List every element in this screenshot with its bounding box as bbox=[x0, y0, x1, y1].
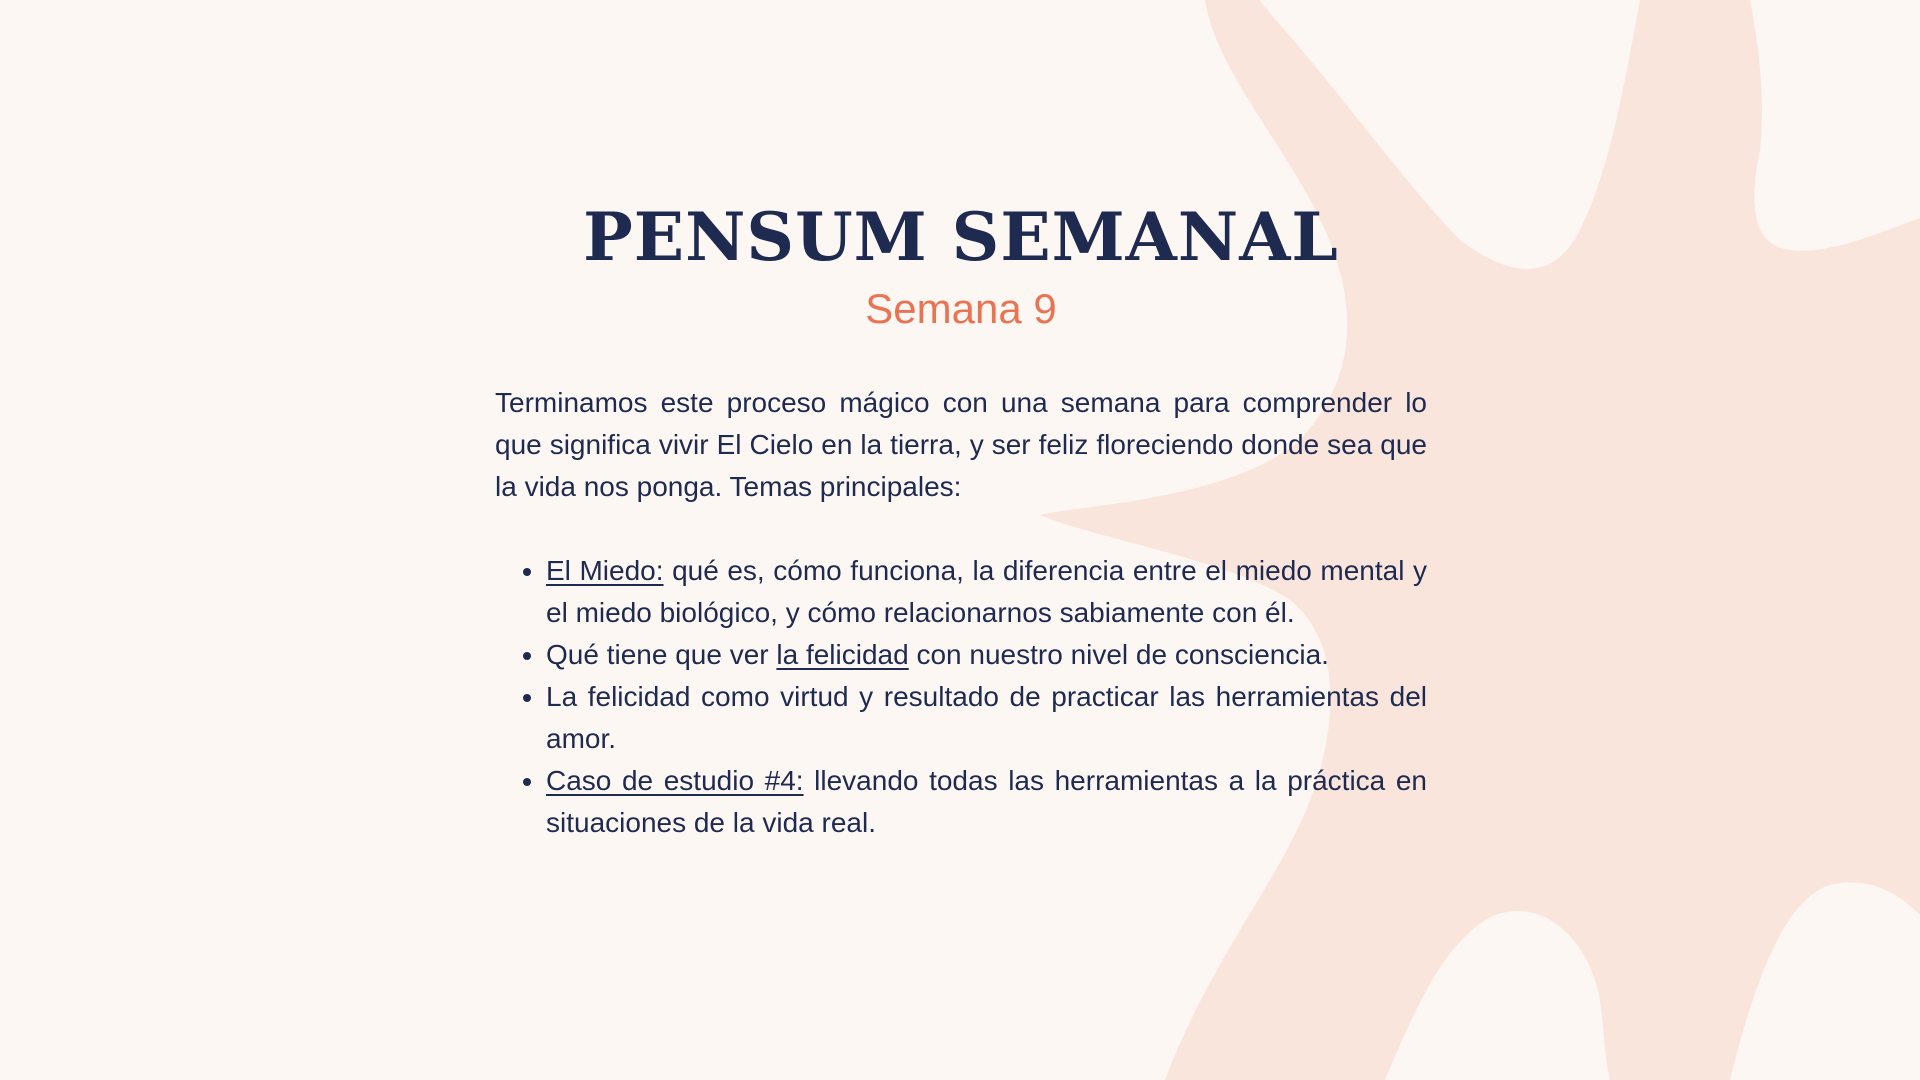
topic-underlined-text: El Miedo: bbox=[546, 555, 664, 587]
topic-item-happiness-virtue bbox=[546, 676, 1427, 760]
page-title: PENSUM SEMANAL bbox=[583, 198, 1339, 276]
topic-text: La felicidad como virtud y resultado de practicar las herramientas del amor. bbox=[546, 681, 1427, 755]
topic-text: con nuestro nivel de consciencia. bbox=[908, 639, 1329, 671]
intro-paragraph: Terminamos este proceso mágico con una semana para comprender lo que significa vivir El Cielo en la tierra, y ser feliz floreciendo donde sea que la vida nos ponga. Temas principales: bbox=[495, 387, 1427, 503]
topic-text: Qué tiene que ver bbox=[546, 639, 777, 671]
topic-text: qué es, cómo funciona, la diferencia entre el miedo mental y el miedo biológico, y cómo relacionarnos sabiamente con él. bbox=[546, 555, 1428, 629]
topic-underlined-text: Caso de estudio #4: bbox=[546, 765, 804, 797]
topic-item-happiness-consciousness bbox=[546, 634, 1427, 676]
topic-item-case-study bbox=[546, 760, 1427, 844]
topic-text: llevando todas las herramientas a la práctica en situaciones de la vida real. bbox=[546, 765, 1427, 839]
week-subtitle: Semana 9 bbox=[865, 284, 1057, 332]
topics-list bbox=[495, 550, 1427, 844]
topic-underlined-text: la felicidad bbox=[776, 639, 909, 671]
topic-item-fear bbox=[546, 550, 1427, 634]
slide-content bbox=[495, 200, 1427, 844]
